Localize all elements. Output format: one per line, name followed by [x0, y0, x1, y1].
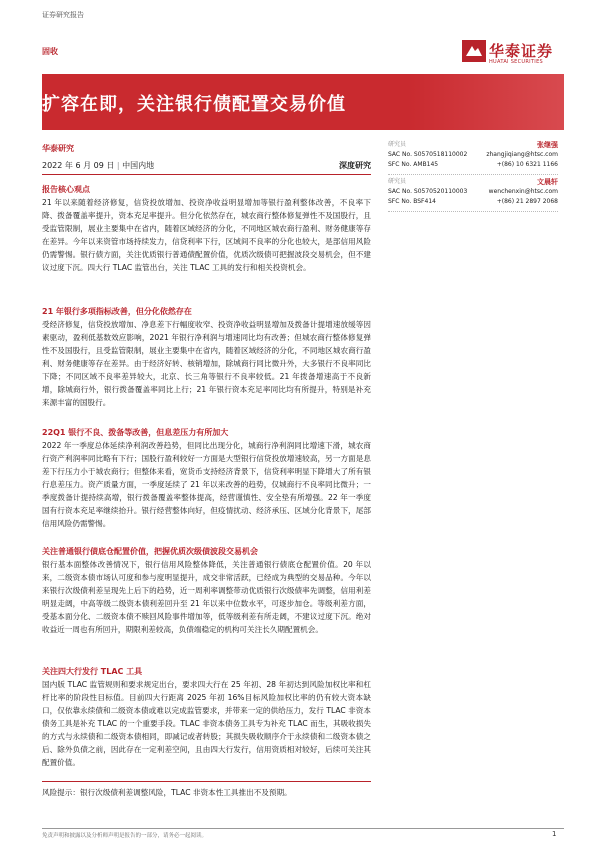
- analyst-name: 文晨轩: [537, 178, 558, 186]
- analyst-sfc: SFC No. BSF414: [388, 198, 436, 205]
- report-title: 扩容在即，关注银行债配置交易价值: [42, 94, 346, 115]
- top-label: 证券研究报告: [42, 11, 84, 19]
- company-logo: [462, 40, 564, 68]
- analyst-role: 研究员: [388, 141, 407, 148]
- page-number: 1: [552, 830, 557, 838]
- analyst-divider: [388, 174, 558, 175]
- section-heading: 关注普通银行债底仓配置价值，把握优质次级债波段交易机会: [42, 547, 258, 556]
- analyst-card: [388, 177, 558, 207]
- section-tag: 固收: [42, 47, 58, 56]
- analyst-name: 张继强: [537, 141, 558, 149]
- report-type: 深度研究: [339, 161, 371, 170]
- analyst-phone: +(86) 21 2897 2068: [496, 198, 558, 205]
- report-date: 2022 年 6 月 09 日: [42, 161, 115, 170]
- analyst-sac: SAC No. S0570518110002: [388, 151, 468, 158]
- footer-disclaimer: 免责声明和披露以及分析师声明是报告的一部分，请务必一起阅读。: [42, 833, 208, 839]
- analyst-phone: +(86) 10 6321 1166: [496, 161, 558, 168]
- meta-divider: [42, 174, 371, 175]
- report-region: 中国内地: [122, 161, 155, 170]
- date-region: 2022 年 6 月 09 日 | 中国内地: [42, 161, 155, 170]
- report-meta-line: [42, 160, 371, 171]
- footer-divider: [42, 828, 564, 829]
- section-paragraph: 21 年以来随着经济修复，信贷投放增加、投资净收益明显增加等银行盈利整体改善，不良率下降、拨备覆盖率提升，资本充足率提升。但分化依然存在，城农商行整体修复弹性不及国股行，且受监管限制，展业主要集中在省内，随着区域经济的分化，不同地区城农商行盈利、财务健康等存在差异。今年以来资管市场持续发力，信贷利率下行，区域间不良率的分化也较大，是部信用风险仍需警惕。银行债方面，关注优质银行普通债配置价值，优质次级债可把握波段交易机会，但不建议过度下沉。四大行 TLAC 监管出台，关注 TLAC 工具的发行和相关投资机会。: [42, 198, 371, 272]
- logo-subtext: HUATAI SECURITIES: [489, 59, 543, 65]
- analyst-divider: [388, 211, 558, 212]
- section-paragraph: 2022 年一季度总体延续净利润改善趋势，但同比出现分化，城商行净利润同比增速下滑，城农商行资产利润率同比略有下行；国股行盈利较好一方面是大型银行信贷投放增速较高，另一方面是息差下行压力小于城农商行；但整体来看，宽货币支持经济背景下，信贷利率明显下降增大了所有银行息差压力。资产质量方面，一季度延续了 21 年以来改善的趋势，仅城商行不良率同比微升；一季度拨备计提持续高增，银行拨备覆盖率整体提高，经营谨慎性、安全垫有所增强。22 年一季度国有行资本充足率继续抬升。银行经营整体向好，但疫情扰动、经济承压、区域分化背景下，尾部信用风险仍需警惕。: [42, 441, 371, 528]
- research-label: 华泰研究: [42, 144, 74, 153]
- logo-text: 华泰证券: [489, 42, 554, 60]
- section-paragraph: 受经济修复，信贷投放增加、净息差下行幅度收窄、投资净收益明显增加及拨备计提增速放缓等因素驱动，盈利低基数效应影响，2021 年银行净利润与增速同比均有改善；但城农商行整体修复弹性不及国股行，且受监管限制，展业主要集中在省内，随着区域经济的分化，不同地区城农商行盈利、财务健康等存在差异。由于经济好转、核销增加，除城商行同比微升外，大多银行不良率同比下降；不同区域不良率差异较大，北京、长三角等银行不良率较低。21 年拨备增速高于不良新增，除城商行外，银行拨备覆盖率同比上行；21 年银行资本充足率同比均有所提升，特别是补充来源丰富的国股行。: [42, 320, 371, 407]
- analyst-sac: SAC No. S0570520110003: [388, 188, 468, 195]
- risk-divider: [42, 781, 371, 782]
- analyst-email[interactable]: wenchenxin@htsc.com: [488, 188, 558, 195]
- section-heading: 关注四大行发行 TLAC 工具: [42, 667, 143, 676]
- risk-warning: 风险提示：银行次级债利差调整风险，TLAC 非资本性工具推出不及预期。: [42, 788, 292, 797]
- section-heading: 22Q1 银行不良、拨备等改善，但息差压力有所加大: [42, 428, 229, 437]
- analyst-card: [388, 140, 558, 170]
- section-heading: 21 年银行多项指标改善，但分化依然存在: [42, 307, 192, 316]
- analyst-sfc: SFC No. AMB145: [388, 161, 439, 168]
- section-heading: 报告核心观点: [42, 185, 90, 194]
- section-paragraph: 银行基本面整体改善情况下，银行信用风险整体降低，关注普通银行债底仓配置价值。20 年以来，二级资本债市场认可度和参与度明显提升，成交非常活跃，已经成为典型的交易品种。今年以来银行次级债利差呈现先上后下的趋势，近一周利率调整带动优质银行次级债率先调整，信用利差明显走阔，中高等级二级资本债利差回升至 21 年以来中位数水平，可逐步加仓。等级利差方面，受基本面分化、二级资本债不赎回风险事件增加等，低等级利差有所走阔，不建议过度下沉。绝对收益近一周也有所回升，期限利差较高，负债端稳定的机构可关注长久期配置机会。: [42, 560, 371, 634]
- analyst-role: 研究员: [388, 178, 407, 185]
- logo-mark-icon: [462, 40, 486, 62]
- analyst-email[interactable]: zhangjiqiang@htsc.com: [486, 151, 558, 158]
- section-paragraph: 国内版 TLAC 监管规则和要求规定出台，要求四大行在 25 年初、28 年初达到风险加权比率和杠杆比率的阶段性目标值。目前四大行距离 2025 年初 16%目标风险加权比率的仍有较大资本缺口，仅依靠永续债和二级资本债或难以完成监管要求，并带来一定的供给压力，发行 TLAC 非资本债务工具是补充 TLAC 的一个重要手段。TLAC 非资本债务工具专为补充 TLAC 而生，其吸收损失的方式与永续债和二级资本债相同，即减记或者转股；其损失吸收顺序介于永续债和二级资本债之后、除外负债之前，因此存在一定利差空间，且由四大行发行，信用资质相对较好，后续可关注其配置价值。: [42, 680, 371, 767]
